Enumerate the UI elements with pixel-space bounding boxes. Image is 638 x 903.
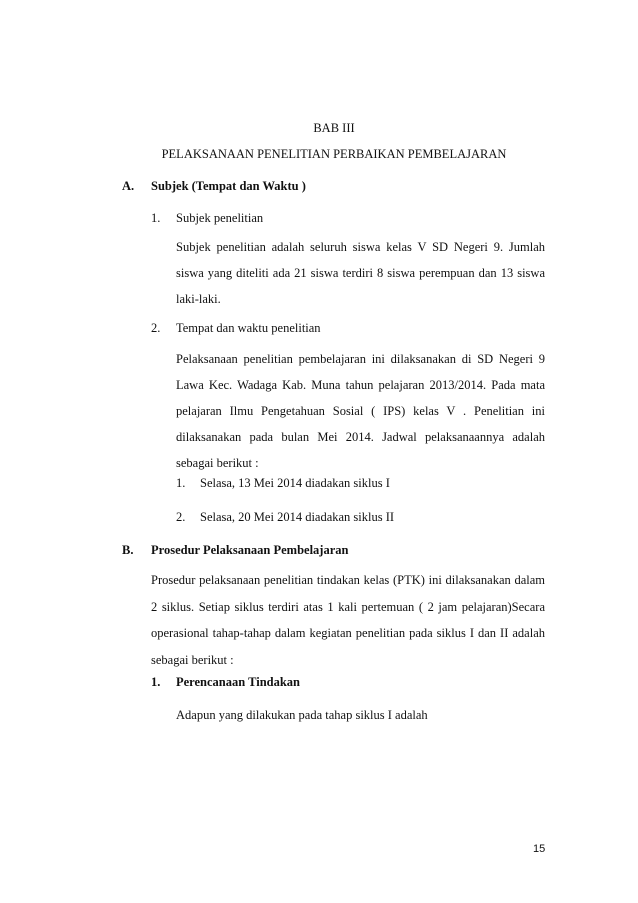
section-a-title: Subjek (Tempat dan Waktu ) — [151, 179, 306, 193]
section-a-item-2-paragraph: Pelaksanaan penelitian pembelajaran ini dilaksanakan di SD Negeri 9 Lawa Kec. Wadaga Kab. Muna tahun pelajaran 2013/2014. Pada mata pelajaran Ilmu Pengetahuan Sosial ( IPS) kelas V . Penelitian ini dilaksanakan pada bulan Mei 2014. Jadwal pelaksanaannya adalah sebagai berikut : — [176, 352, 545, 470]
schedule-item-1-text: Selasa, 13 Mei 2014 diadakan siklus I — [200, 476, 390, 490]
section-a-item-1-title: Subjek penelitian — [176, 211, 264, 225]
section-b-title: Prosedur Pelaksanaan Pembelajaran — [151, 543, 349, 557]
section-a-item-2-title: Tempat dan waktu penelitian — [176, 321, 321, 335]
section-a-item-1-paragraph: Subjek penelitian adalah seluruh siswa kelas V SD Negeri 9. Jumlah siswa yang diteliti ada 21 siswa terdiri 8 siswa perempuan dan 13 siswa laki-laki. — [176, 240, 545, 306]
schedule-item-1-number: 1. — [176, 476, 186, 490]
section-b-item-1-number: 1. — [151, 675, 161, 689]
section-b-item-1-title: Perencanaan Tindakan — [176, 675, 300, 689]
section-b-paragraph: Prosedur pelaksanaan penelitian tindakan kelas (PTK) ini dilaksanakan dalam 2 siklus. Setiap siklus terdiri atas 1 kali pertemuan ( 2 jam pelajaran)Secara operasional tahap-tahap dalam kegiatan penelitian pada siklus I dan II adalah sebagai berikut : — [151, 573, 545, 667]
section-b-letter: B. — [122, 543, 134, 557]
schedule-item-2-text: Selasa, 20 Mei 2014 diadakan siklus II — [200, 510, 395, 524]
schedule-item-2-number: 2. — [176, 510, 186, 524]
chapter-title: PELAKSANAAN PENELITIAN PERBAIKAN PEMBELAJARAN — [161, 147, 507, 161]
section-a-letter: A. — [122, 179, 135, 193]
page-number: 15 — [533, 843, 546, 855]
section-b-item-1-paragraph: Adapun yang dilakukan pada tahap siklus I adalah — [176, 708, 428, 722]
chapter-heading: BAB III — [313, 121, 355, 135]
section-a-item-1-number: 1. — [151, 211, 161, 225]
section-a-item-2-number: 2. — [151, 321, 161, 335]
